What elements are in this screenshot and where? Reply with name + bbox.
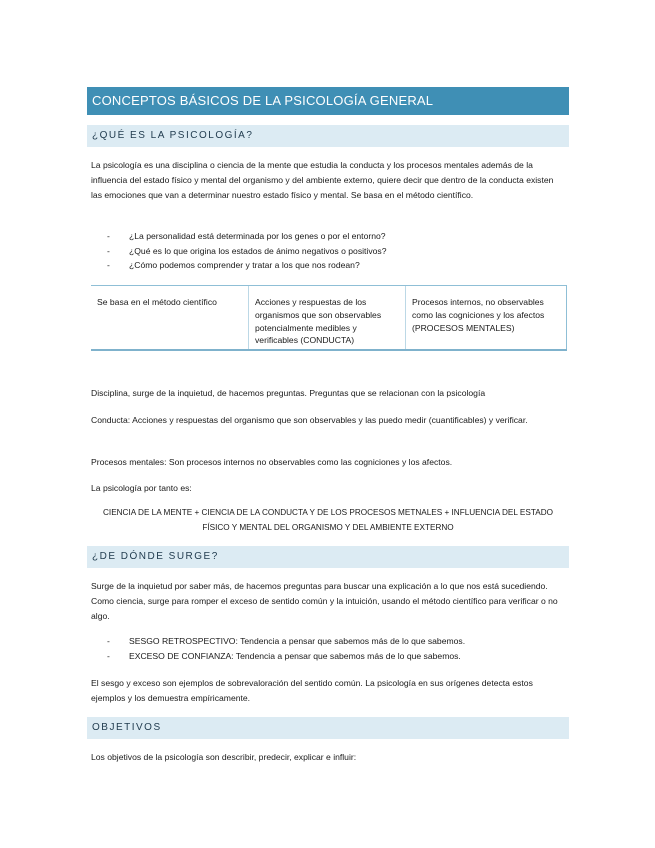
table-cell-conducta: Acciones y respuestas de los organismos que son observables potencialmente medibles y verificables (CONDUCTA) bbox=[249, 286, 406, 349]
list-item: - ¿La personalidad está determinada por los genes o por el entorno? bbox=[107, 229, 563, 244]
table-cell-procesos: Procesos internos, no observables como las cogniciones y los afectos (PROCESOS MENTALES) bbox=[406, 286, 567, 349]
list-item: - ¿Cómo podemos comprender y tratar a los que nos rodean? bbox=[107, 258, 563, 273]
def-conducta: Conducta: Acciones y respuestas del organismo que son observables y las puedo medir (cuantificables) y verificar. bbox=[91, 415, 528, 425]
table-cell-method: Se basa en el método científico bbox=[91, 286, 249, 349]
sesgos-list bbox=[107, 634, 563, 663]
surge-paragraph: Surge de la inquietud por saber más, de hacemos preguntas para buscar una explicación a lo que nos está sucediendo. Como ciencia, surge para romper el exceso de sentido común y la intuición, usando el método científico para verificar o no algo. bbox=[91, 581, 558, 621]
sesgo-paragraph: El sesgo y exceso son ejemplos de sobrevaloración del sentido común. La psicología en sus orígenes detecta estos ejemplos y los demuestra empíricamente. bbox=[91, 678, 533, 703]
page-title: CONCEPTOS BÁSICOS DE LA PSICOLOGÍA GENERAL bbox=[87, 87, 569, 115]
questions-list bbox=[107, 229, 563, 273]
intro-paragraph: La psicología es una disciplina o ciencia de la mente que estudia la conducta y los procesos mentales además de la influencia del estado físico y mental del organismo y del ambiente externo, quiere decir que dentro de la conducta existen las emociones que van a determinar nuestro estado físico y mental. Se basa en el método científico. bbox=[91, 160, 554, 200]
list-item: - SESGO RETROSPECTIVO: Tendencia a pensar que sabemos más de lo que sabemos. bbox=[107, 634, 563, 649]
list-item: - EXCESO DE CONFIANZA: Tendencia a pensar que sabemos más de lo que sabemos. bbox=[107, 649, 563, 664]
section-heading-que-es: ¿QUÉ ES LA PSICOLOGÍA? bbox=[87, 125, 569, 147]
def-disciplina: Disciplina, surge de la inquietud, de hacemos preguntas. Preguntas que se relacionan con la psicología bbox=[91, 388, 486, 398]
definition-table bbox=[91, 285, 567, 351]
list-item: - ¿Qué es lo que origina los estados de ánimo negativos o positivos? bbox=[107, 244, 563, 259]
section-heading-objetivos: OBJETIVOS bbox=[87, 717, 569, 739]
formula-text: CIENCIA DE LA MENTE + CIENCIA DE LA CONDUCTA Y DE LOS PROCESOS METNALES + INFLUENCIA DEL ESTADO FÍSICO Y MENTAL DEL ORGANISMO Y DEL AMBIENTE EXTERNO bbox=[103, 508, 553, 532]
section-heading-donde-surge: ¿DE DÓNDE SURGE? bbox=[87, 546, 569, 568]
def-procesos: Procesos mentales: Son procesos internos no observables como las cogniciones y los afectos. bbox=[91, 457, 453, 467]
por-tanto-text: La psicología por tanto es: bbox=[91, 483, 192, 493]
objetivos-paragraph: Los objetivos de la psicología son describir, predecir, explicar e influir: bbox=[91, 752, 357, 762]
